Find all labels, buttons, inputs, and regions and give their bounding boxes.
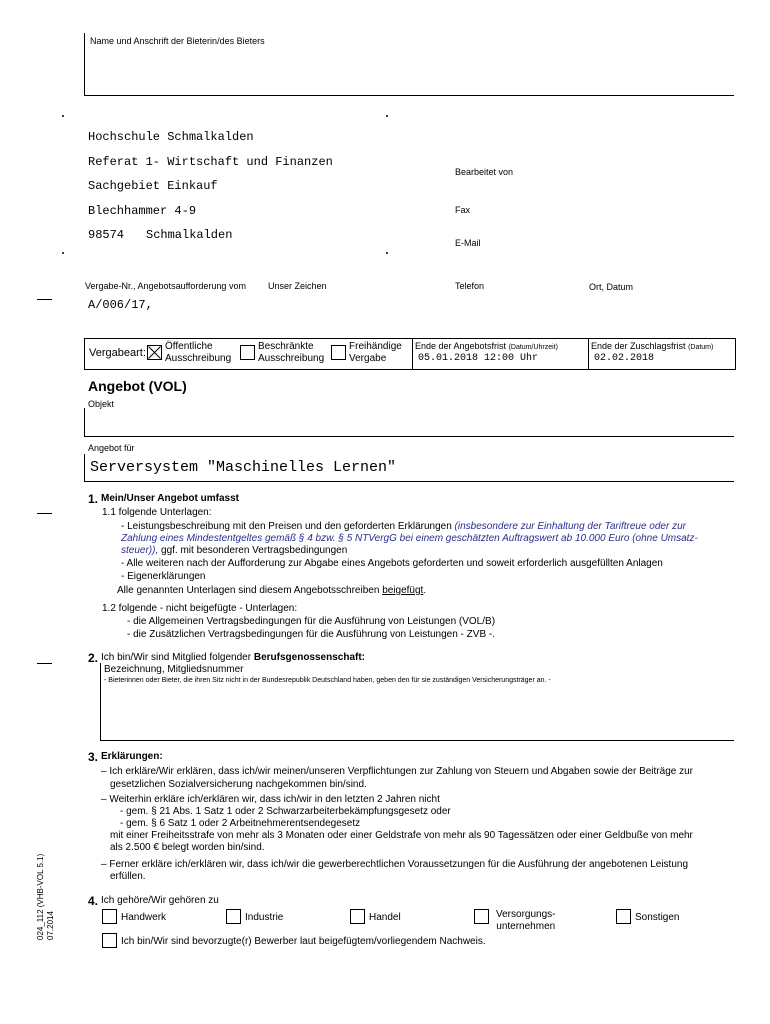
email-label: E-Mail [455, 238, 481, 248]
bidder-label: Name und Anschrift der Bieterin/des Bieters [90, 36, 265, 46]
berufsgenossenschaft-field-label: Bezeichnung, Mitgliedsnummer [104, 664, 244, 675]
form-id: 024_112 (VHB-VOL 5.1) [36, 853, 45, 940]
handel-label: Handel [369, 912, 401, 923]
margin-tick [37, 299, 52, 300]
bidder-box-bottom-border [84, 95, 734, 96]
berufsgenossenschaft-box-border [100, 740, 734, 741]
telefon-label: Telefon [455, 281, 485, 291]
berufsgenossenschaft-field[interactable] [102, 688, 732, 738]
fuer-box-border [84, 481, 734, 482]
section1-sub1: 1.1 folgende Unterlagen: [102, 507, 212, 518]
berufsgenossenschaft-hint: - Bieterinnen oder Bieter, die ihren Sitz nicht in der Bundesrepublik Deutschland haben, geben den für sie zuständigen Versicherungsträger an. - [104, 677, 551, 684]
beschraenkte-checkbox[interactable] [240, 345, 255, 360]
freihaendige-label: Freihändige Vergabe [349, 341, 402, 364]
corner-mark [62, 252, 64, 254]
section3-p1b: gesetzlichen Sozialversicherung nachgekommen bin/sind. [110, 779, 367, 790]
form-date: 07.2014 [46, 911, 55, 940]
margin-tick [37, 513, 52, 514]
section2-title: Ich bin/Wir sind Mitglied folgender Berufsgenossenschaft: [101, 652, 365, 663]
section1-item1: - Leistungsbeschreibung mit den Preisen und den geforderten Erklärungen (insbesondere zur Einhaltung der Tariftreue oder zur Zahlung eines Mindestentgeltes gemäß § 4 bzw. § 5 NTVergG bei einem geschätzten Auftragswert ab 10.000 Euro (ohne Umsatz- steuer)), ggf. mit besonderen Vertragsbedingungen [121, 521, 698, 556]
fuer-box-border [84, 454, 85, 481]
vergabeart-label: Vergabeart: [89, 347, 146, 359]
sonstigen-checkbox[interactable] [616, 909, 631, 924]
unser-zeichen-label: Unser Zeichen [268, 281, 327, 291]
bearbeitet-label: Bearbeitet von [455, 167, 514, 177]
section1-item4: - die Allgemeinen Vertragsbedingungen für die Ausführung von Leistungen (VOL/B) [127, 616, 496, 627]
margin-tick [37, 663, 52, 664]
address-line-1: Hochschule Schmalkalden [88, 130, 254, 144]
beschraenkte-label: Beschränkte Ausschreibung [258, 341, 325, 364]
angebot-title: Angebot (VOL) [88, 378, 187, 394]
handel-checkbox[interactable] [350, 909, 365, 924]
section1-item5: - die Zusätzlichen Vertragsbedingungen für die Ausführung von Leistungen - ZVB -. [127, 629, 496, 640]
bidder-field[interactable] [85, 50, 733, 94]
bevorzugte-bewerber-label: Ich bin/Wir sind bevorzugte(r) Bewerber laut beigefügtem/vorliegendem Nachweis. [121, 936, 486, 947]
section3-p3a: – Ferner erkläre ich/erklären wir, dass ich/wir die gewerberechtlichen Voraussetzungen für die Ausführung der angebotenen Leistung [101, 859, 689, 870]
section3-number: 3. [88, 750, 99, 764]
berufsgenossenschaft-box-border [100, 663, 101, 740]
sonstigen-label: Sonstigen [635, 912, 680, 923]
vergabe-nr-value[interactable]: A/006/17, [88, 298, 153, 312]
address-line-4: Blechhammer 4-9 [88, 204, 197, 218]
ort-datum-label: Ort, Datum [589, 282, 634, 292]
section3-p2: – Weiterhin erkläre ich/erklären wir, dass ich/wir in den letzten 2 Jahren nicht [101, 794, 440, 805]
address-zip: 98574 [88, 228, 125, 242]
form-id-sidebar [36, 853, 56, 940]
versorgungsunternehmen-label: Versorgungs- unternehmen [496, 909, 556, 932]
zuschlagsfrist-value[interactable]: 02.02.2018 [594, 353, 655, 364]
angebotsfrist-value[interactable]: 05.01.2018 12:00 Uhr [418, 353, 539, 364]
vergabeart-divider [588, 339, 589, 369]
handwerk-label: Handwerk [121, 912, 167, 923]
objekt-box-border [84, 408, 85, 436]
fax-label: Fax [455, 205, 471, 215]
section3-p2d: als 2.500 € belegt worden bin/sind. [110, 842, 265, 853]
section4-title: Ich gehöre/Wir gehören zu [101, 895, 219, 906]
section2-number: 2. [88, 651, 99, 665]
section1-item3: - Eigenerklärungen [121, 571, 206, 582]
section3-p2c: mit einer Freiheitsstrafe von mehr als 3 Monaten oder einer Geldstrafe von mehr als 90 Tagessätzen oder einer Geldbuße von mehr [110, 830, 693, 841]
section3-p3b: erfüllen. [110, 871, 146, 882]
section1-number: 1. [88, 492, 99, 506]
bevorzugte-bewerber-checkbox[interactable] [102, 933, 117, 948]
angebot-fuer-label: Angebot für [88, 443, 135, 453]
section3-p2a: - gem. § 21 Abs. 1 Satz 1 oder 2 Schwarzarbeiterbekämpfungsgesetz oder [120, 806, 451, 817]
section1-title: Mein/Unser Angebot umfasst [101, 493, 239, 504]
section1-sub2: 1.2 folgende - nicht beigefügte - Unterlagen: [102, 603, 298, 614]
objekt-label: Objekt [88, 399, 115, 409]
vergabe-nr-label: Vergabe-Nr., Angebotsaufforderung vom [85, 281, 246, 291]
vergabeart-divider [412, 339, 413, 369]
angebot-fuer-value[interactable]: Serversystem "Maschinelles Lernen" [90, 459, 397, 476]
objekt-box-border [84, 436, 734, 437]
corner-mark [62, 115, 64, 117]
section3-p1a: – Ich erkläre/Wir erklären, dass ich/wir meinen/unseren Verpflichtungen zur Zahlung von Steuern und Abgaben sowie der Beiträge zur [101, 766, 693, 777]
oeffentliche-checkbox[interactable] [147, 345, 162, 360]
section1-item2: - Alle weiteren nach der Aufforderung zur Abgabe eines Angebots geforderten und soweit erforderlich ausgefüllten Anlagen [121, 558, 663, 569]
angebotsfrist-label: Ende der Angebotsfrist (Datum/Uhrzeit) [415, 341, 558, 351]
section1-attached: Alle genannten Unterlagen sind diesem Angebotsschreiben beigefügt. [117, 585, 427, 596]
section4-number: 4. [88, 894, 99, 908]
oeffentliche-label: Öffentliche Ausschreibung [165, 341, 232, 364]
address-line-2: Referat 1- Wirtschaft und Finanzen [88, 155, 333, 169]
address-line-3: Sachgebiet Einkauf [88, 179, 218, 193]
corner-mark [386, 252, 388, 254]
section3-title: Erklärungen: [101, 751, 163, 762]
address-city: Schmalkalden [146, 228, 233, 242]
objekt-field[interactable] [86, 410, 732, 434]
freihaendige-checkbox[interactable] [331, 345, 346, 360]
handwerk-checkbox[interactable] [102, 909, 117, 924]
industrie-label: Industrie [245, 912, 284, 923]
zuschlagsfrist-label: Ende der Zuschlagsfrist (Datum) [591, 341, 714, 351]
versorgungsunternehmen-checkbox[interactable] [474, 909, 489, 924]
section3-p2b: - gem. § 6 Satz 1 oder 2 Arbeitnehmerentsendegesetz [120, 818, 361, 829]
industrie-checkbox[interactable] [226, 909, 241, 924]
corner-mark [386, 115, 388, 117]
